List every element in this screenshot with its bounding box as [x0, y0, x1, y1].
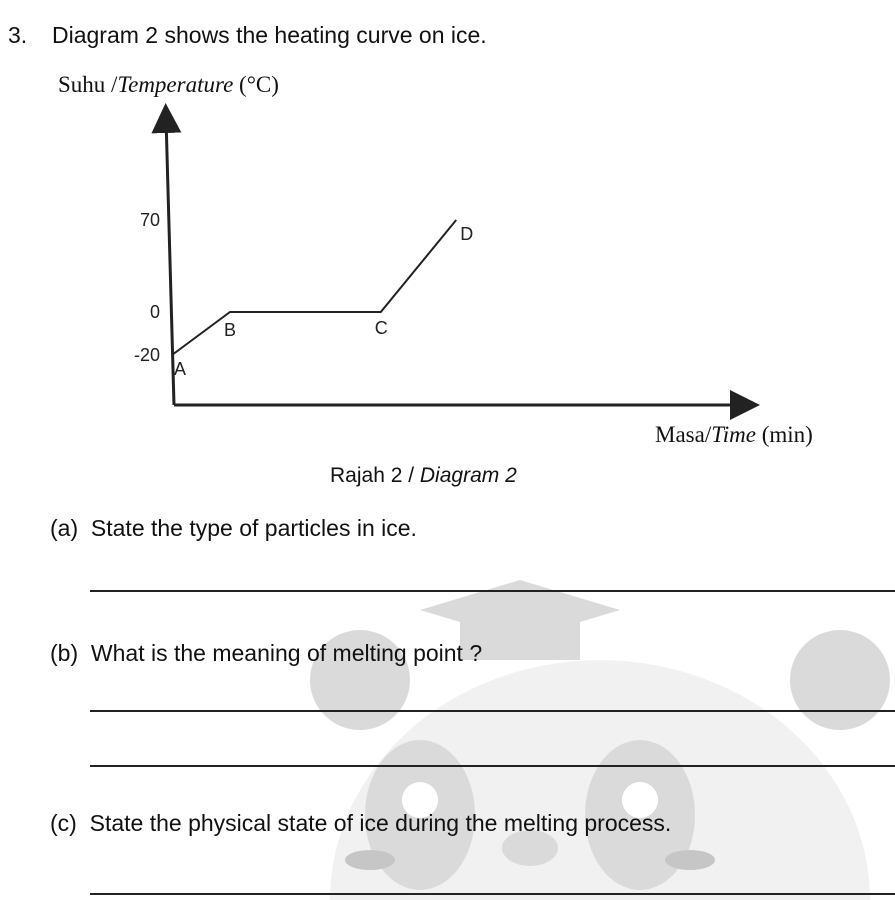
part-c-text: State the physical state of ice during the melting process.: [89, 810, 672, 836]
y-tick-label: -20: [133, 345, 160, 365]
point-label-c: C: [374, 318, 388, 338]
point-label-b: B: [224, 320, 237, 340]
x-label-malay: Masa/: [655, 422, 712, 447]
x-label-unit: (min): [761, 422, 813, 447]
y-label-english: Temperature: [117, 72, 234, 97]
part-a-label: (a): [50, 515, 79, 541]
heating-curve-line: [172, 220, 456, 355]
part-c-label: (c): [50, 810, 77, 836]
point-label-d: D: [460, 224, 474, 244]
y-tick-label: 70: [139, 210, 160, 230]
part-b-label: (b): [50, 640, 79, 666]
question-number: 3.: [8, 22, 28, 48]
question-stem: Diagram 2 shows the heating curve on ice.: [52, 22, 487, 48]
caption-english: Diagram 2: [419, 464, 517, 487]
y-label-unit: (°C): [239, 72, 279, 97]
caption-malay: Rajah 2 /: [330, 464, 420, 487]
part-b: [50, 640, 482, 667]
part-b-text: What is the meaning of melting point ?: [90, 640, 483, 666]
answer-line-c[interactable]: [90, 893, 895, 895]
heating-curve-chart: [0, 0, 895, 440]
y-axis: [166, 118, 174, 405]
y-tick-label: 0: [149, 302, 160, 322]
part-a: [50, 515, 417, 542]
x-axis-label: [655, 422, 813, 448]
part-a-text: State the type of particles in ice.: [90, 515, 417, 541]
answer-line-a[interactable]: [90, 590, 895, 592]
part-c: [50, 810, 671, 837]
answer-line-b1[interactable]: [90, 710, 895, 712]
x-label-english: Time: [711, 422, 756, 447]
diagram-caption: [330, 464, 517, 488]
answer-line-b2[interactable]: [90, 765, 895, 767]
point-label-a: A: [174, 359, 187, 379]
y-label-malay: Suhu /: [58, 72, 118, 97]
